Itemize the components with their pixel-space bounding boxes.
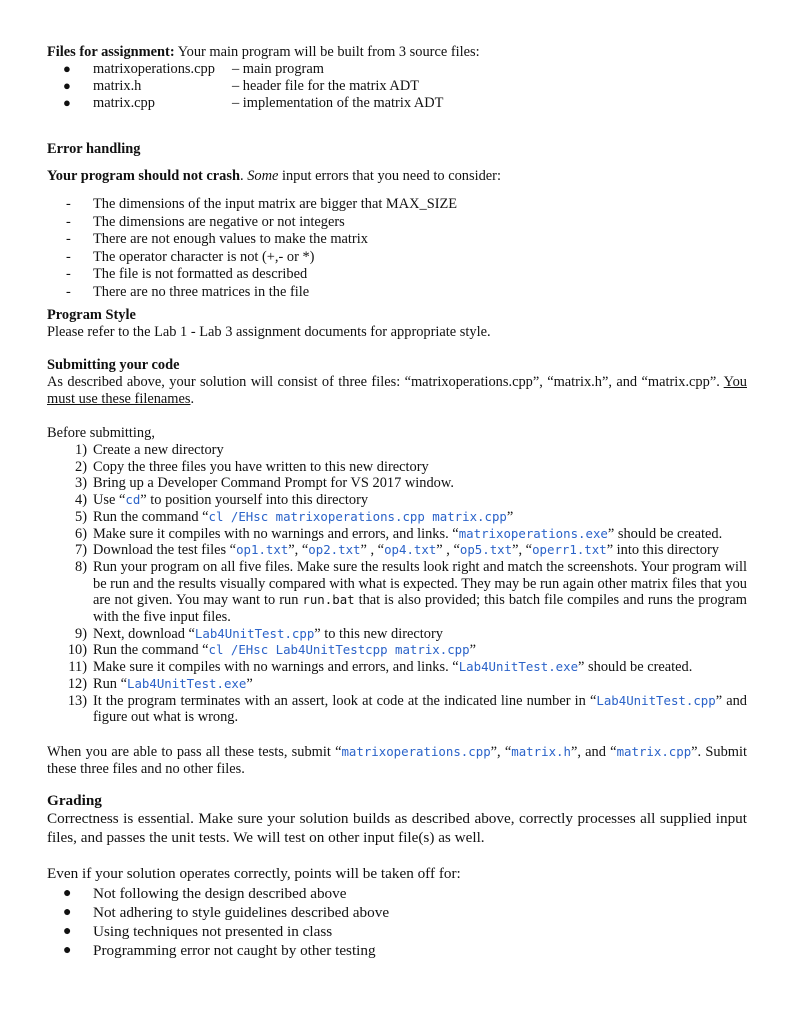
error-list	[47, 196, 747, 301]
bullet-icon: ●	[63, 885, 72, 901]
step-number: 3)	[75, 475, 87, 492]
error-handling-title: Error handling	[47, 141, 141, 157]
code-snippet: op2.txt	[308, 542, 361, 558]
penalty-item	[47, 903, 747, 922]
program-style-text: Please refer to the Lab 1 - Lab 3 assignment documents for appropriate style.	[47, 324, 491, 340]
step-number: 11)	[68, 659, 87, 676]
code-snippet: operr1.txt	[532, 542, 607, 558]
text-run: ” should be created.	[578, 659, 693, 676]
text-run: ” , “	[436, 542, 460, 559]
text-run: Make sure it compiles with no warnings and errors, and links. “	[93, 659, 459, 676]
code-snippet: cl /EHsc matrixoperations.cpp matrix.cpp	[208, 508, 507, 524]
step-number: 12)	[67, 675, 87, 692]
step-text	[93, 626, 747, 643]
step-item	[47, 509, 747, 526]
error-item-text: There are no three matrices in the file	[93, 283, 310, 300]
code-snippet: Lab4UnitTest.exe	[458, 659, 579, 675]
submitting-text-1: As described above, your solution will consist of three files: “matrixoperations.cpp”, “matrix.h”, and “matrix.cpp”.	[47, 374, 724, 390]
file-name: matrix.cpp	[93, 95, 155, 111]
grading-text: Correctness is essential. Make sure your solution builds as described above, correctly processes all supplied input files, and passes the unit tests. We will test on other input file(s) as well.	[47, 810, 747, 846]
text-run: Use “	[93, 492, 126, 509]
dash-icon: -	[66, 196, 71, 212]
step-number: 2)	[75, 458, 87, 475]
text-run: Run the command “	[93, 642, 209, 659]
submitting-text	[47, 374, 747, 408]
pass-tests-text	[47, 743, 747, 778]
step-text	[93, 459, 747, 476]
text-run: ”, and “	[570, 743, 617, 760]
code-snippet: Lab4UnitTest.exe	[126, 675, 247, 691]
dash-icon: -	[66, 283, 71, 300]
text-run: ” , “	[360, 542, 385, 559]
dash-icon: -	[66, 266, 71, 282]
error-item-text: The dimensions of the input matrix are bigger that MAX_SIZE	[93, 196, 458, 212]
code-snippet: matrix.h	[511, 743, 571, 759]
step-text	[93, 492, 747, 509]
text-run: It the program terminates with an assert, look at code at the indicated line number in “	[93, 692, 597, 709]
code-snippet: op1.txt	[236, 542, 289, 558]
code-snippet: matrix.cpp	[616, 743, 692, 759]
penalty-item	[47, 941, 747, 960]
bullet-icon: ●	[63, 78, 71, 93]
error-item-text: The dimensions are negative or not integers	[93, 213, 345, 230]
error-lead-bold: Your program should not crash	[47, 168, 240, 184]
file-description: – main program	[232, 61, 324, 77]
step-text	[93, 442, 747, 459]
step-number: 9)	[75, 625, 87, 642]
error-lead-italic: Some	[247, 168, 279, 184]
text-run: ” to position yourself into this directory	[140, 492, 369, 509]
dash-icon: -	[66, 231, 71, 247]
submitting-underlined: You must use these filenames	[47, 374, 747, 407]
penalty-list	[47, 884, 747, 960]
step-item	[47, 526, 747, 543]
text-run: When you are able to pass all these tests, submit “	[47, 743, 342, 760]
code-snippet: cd	[125, 492, 141, 508]
penalty-item	[47, 922, 747, 941]
text-run: Bring up a Developer Command Prompt for VS 2017 window.	[93, 475, 454, 492]
files-heading: Files for assignment:	[47, 44, 175, 60]
text-run: Make sure it compiles with no warnings and errors, and links. “	[93, 525, 459, 542]
text-run: ”	[469, 642, 476, 659]
text-run: ”, “	[288, 542, 309, 559]
text-run: ”, “	[512, 542, 533, 559]
error-item	[47, 266, 747, 284]
error-item	[47, 196, 747, 214]
document-page	[47, 36, 747, 960]
files-intro-line	[47, 44, 747, 61]
step-number: 8)	[75, 558, 87, 575]
step-item	[47, 542, 747, 559]
text-run: Create a new directory	[93, 442, 224, 458]
penalty-intro: Even if your solution operates correctly, points will be taken off for:	[47, 865, 461, 883]
text-run: Run your program on all five files. Make sure the results look right and match the screenshots. Your program will be run and the results visually compared with what is expected. They may be run again other matrix files that you are not given. You may want to run	[93, 558, 747, 609]
dash-icon: -	[66, 213, 71, 230]
step-text	[93, 559, 747, 626]
step-item	[47, 475, 747, 492]
text-run: Copy the three files you have written to this new directory	[93, 458, 429, 475]
step-item	[47, 642, 747, 659]
text-run: ” should be created.	[607, 525, 723, 542]
submitting-title: Submitting your code	[47, 357, 180, 373]
step-item	[47, 693, 747, 726]
code-snippet: matrixoperations.cpp	[341, 743, 491, 759]
penalty-text: Not adhering to style guidelines described above	[93, 903, 390, 921]
text-run: ”, “	[490, 743, 512, 760]
error-item	[47, 231, 747, 249]
code-snippet: op4.txt	[384, 542, 437, 558]
bullet-icon: ●	[63, 942, 72, 958]
step-number: 5)	[75, 508, 87, 525]
step-number: 7)	[75, 542, 87, 559]
error-item	[47, 249, 747, 267]
error-lead-sep: .	[239, 168, 248, 184]
step-text	[93, 526, 747, 543]
code-snippet: matrixoperations.exe	[458, 525, 608, 541]
text-run: Run “	[93, 675, 127, 692]
penalty-text: Programming error not caught by other testing	[93, 941, 376, 959]
step-item	[47, 492, 747, 509]
code-snippet: run.bat	[302, 592, 355, 608]
step-number: 10)	[67, 642, 87, 659]
step-text	[93, 475, 747, 492]
bullet-icon: ●	[63, 904, 72, 920]
step-item	[47, 626, 747, 643]
text-run: ” into this directory	[606, 542, 719, 559]
penalty-text: Using techniques not presented in class	[93, 922, 333, 940]
error-lead-rest: input errors that you need to consider:	[278, 168, 501, 184]
step-item	[47, 676, 747, 693]
text-run: ” to this new directory	[314, 625, 443, 642]
bullet-icon: ●	[63, 923, 72, 939]
step-number: 13)	[67, 692, 87, 709]
file-description: – implementation of the matrix ADT	[232, 95, 444, 111]
text-run: ”	[506, 508, 514, 525]
error-item-text: There are not enough values to make the matrix	[93, 231, 368, 247]
text-run: that is also provided; this batch file compiles and runs the program with the five input files.	[93, 592, 747, 626]
steps-list	[47, 442, 747, 726]
step-text	[93, 659, 747, 676]
text-run: Run the command “	[93, 508, 209, 525]
text-run: ”. Submit these three files and no other files.	[47, 743, 747, 777]
file-item	[47, 78, 747, 95]
before-submitting-intro: Before submitting,	[47, 425, 155, 441]
step-item	[47, 442, 747, 459]
program-style-title: Program Style	[47, 307, 136, 323]
error-item-text: The operator character is not (+,- or *)	[93, 248, 315, 265]
step-text	[93, 642, 747, 659]
submitting-text-2: .	[190, 391, 195, 407]
code-snippet: Lab4UnitTest.cpp	[194, 625, 315, 641]
penalty-item	[47, 884, 747, 903]
step-item	[47, 459, 747, 476]
penalty-text: Not following the design described above	[93, 884, 347, 902]
file-item	[47, 95, 747, 112]
error-handling-lead	[47, 168, 747, 185]
bullet-icon: ●	[63, 61, 71, 76]
step-number: 4)	[75, 492, 87, 509]
files-list	[47, 61, 747, 112]
step-text	[93, 542, 747, 559]
step-text	[93, 693, 747, 726]
file-name: matrix.h	[93, 78, 142, 94]
text-run: Download the test files “	[93, 542, 237, 559]
step-text	[93, 509, 747, 526]
text-run: ”	[246, 675, 253, 692]
error-item	[47, 284, 747, 302]
file-name: matrixoperations.cpp	[93, 61, 215, 77]
step-text	[93, 676, 747, 693]
step-number: 1)	[75, 442, 87, 458]
step-item	[47, 559, 747, 626]
file-description: – header file for the matrix ADT	[232, 78, 420, 94]
text-run: Next, download “	[93, 625, 195, 642]
step-number: 6)	[75, 525, 87, 542]
dash-icon: -	[66, 248, 71, 265]
code-snippet: Lab4UnitTest.cpp	[596, 692, 716, 708]
text-run: ” and figure out what is wrong.	[93, 692, 747, 726]
error-item-text: The file is not formatted as described	[93, 266, 308, 282]
code-snippet: op5.txt	[459, 542, 513, 558]
bullet-icon: ●	[63, 95, 71, 110]
step-item	[47, 659, 747, 676]
code-snippet: cl /EHsc Lab4UnitTestcpp matrix.cpp	[208, 642, 470, 658]
file-item	[47, 61, 747, 78]
grading-title: Grading	[47, 791, 102, 809]
error-item	[47, 214, 747, 232]
files-intro-text: Your main program will be built from 3 source files:	[174, 44, 480, 60]
